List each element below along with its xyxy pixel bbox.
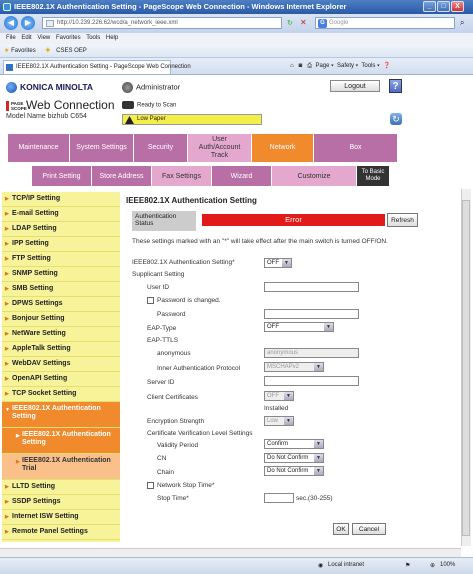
eap-type-value: OFF: [267, 324, 279, 330]
sidebar-subitem-ieee-trial[interactable]: ▶ IEEE802.1X Authentication Trial: [2, 454, 120, 480]
tab-favicon: [6, 64, 13, 71]
url-text: http://10.239.226.62/wcd/a_network_ieee.xml: [57, 20, 178, 26]
minimize-button[interactable]: _: [423, 1, 436, 12]
close-button[interactable]: X: [451, 1, 464, 12]
chevron-down-icon: ▼: [314, 467, 323, 475]
tab-network[interactable]: Network: [252, 134, 314, 162]
note-text: These settings marked with an "*" will take effect after the main switch is turned OFF/ON.: [132, 238, 388, 245]
stop-time-range: sec.(30-255): [296, 495, 333, 502]
window-titlebar: [0, 0, 473, 14]
refresh-status-icon[interactable]: ↻: [390, 113, 402, 125]
anonymous-label: anonymous: [157, 350, 191, 357]
chain-value: Do Not Confirm: [267, 468, 309, 474]
sidebar-item-internet-isw[interactable]: ▶ Internet ISW Setting: [2, 510, 120, 525]
validity-period-label: Validity Period: [157, 442, 199, 449]
zoom-icon[interactable]: ⊕: [430, 563, 436, 569]
chain-label: Chain: [157, 469, 174, 476]
warning-text: Low Paper: [137, 116, 166, 122]
supplicant-heading: Supplicant Setting: [132, 271, 185, 278]
sidebar-item-lltd[interactable]: ▶ LLTD Setting: [2, 480, 120, 495]
sidebar-item-ssdp[interactable]: ▶ SSDP Settings: [2, 495, 120, 510]
chain-select[interactable]: [264, 466, 324, 476]
app-name: Web Connection: [26, 98, 115, 112]
print-icon[interactable]: ⎙: [307, 63, 313, 69]
page-title: IEEE802.1X Authentication Setting: [126, 196, 257, 205]
menu-file[interactable]: File: [6, 35, 16, 41]
window-title: IEEE802.1X Authentication Setting - PageScope Web Connection - Windows Internet Explorer: [14, 2, 347, 11]
browser-tab-bar: [0, 58, 473, 75]
zone-text: Local intranet: [328, 562, 365, 568]
tab-print-setting[interactable]: Print Setting: [32, 166, 92, 186]
vertical-scroll-thumb[interactable]: [462, 200, 470, 536]
maximize-button[interactable]: □: [437, 1, 450, 12]
tools-menu[interactable]: Tools: [361, 63, 376, 69]
inner-auth-label: Inner Authentication Protocol: [157, 365, 241, 372]
sidebar-item-smb[interactable]: ▶ SMB Setting: [2, 282, 120, 297]
network-stop-label: Network Stop Time*: [157, 482, 215, 489]
user-icon: [122, 82, 133, 93]
menu-edit[interactable]: Edit: [21, 35, 32, 41]
cn-select[interactable]: [264, 453, 324, 463]
to-basic-mode-label: To Basic Mode: [361, 169, 385, 182]
status-bar: [0, 557, 473, 574]
to-basic-mode-button[interactable]: [357, 166, 389, 186]
favorites-button[interactable]: Favorites: [11, 48, 36, 54]
server-id-label: Server ID: [147, 379, 175, 386]
network-stop-checkbox[interactable]: [147, 482, 154, 489]
sidebar-item-snmp[interactable]: ▶ SNMP Setting: [2, 267, 120, 282]
favorites-bar: [0, 44, 473, 58]
ieee-setting-select[interactable]: [264, 258, 292, 268]
favorites-link[interactable]: CSES OEP: [56, 48, 87, 54]
device-status: [122, 101, 176, 109]
sidebar-item-email[interactable]: ▶ E-mail Setting: [2, 207, 120, 222]
main-tabs: [8, 134, 398, 162]
encryption-strength-select[interactable]: [264, 416, 294, 426]
server-id-input[interactable]: [264, 376, 359, 386]
sidebar-item-remote-panel[interactable]: ▶ Remote Panel Settings: [2, 525, 120, 540]
user-name: Administrator: [136, 82, 181, 92]
eap-type-label: EAP-Type: [147, 325, 177, 332]
stop-time-label: Stop Time*: [157, 495, 189, 502]
cn-label: CN: [157, 455, 167, 462]
browser-tab[interactable]: [3, 60, 191, 74]
sidebar-item-appletalk[interactable]: ▶ AppleTalk Setting: [2, 342, 120, 357]
home-icon[interactable]: ⌂: [290, 63, 294, 69]
sidebar-subitem-ieee-setting[interactable]: ▶ IEEE802.1X Authentication Setting: [2, 428, 120, 454]
client-cert-value: OFF: [267, 393, 279, 399]
feeds-icon[interactable]: ◙: [298, 63, 303, 69]
client-cert-label: Client Certificates: [147, 394, 198, 401]
sidebar-item-bonjour[interactable]: ▶ Bonjour Setting: [2, 312, 120, 327]
ie-icon: [3, 3, 11, 11]
intranet-icon: ◉: [318, 563, 324, 569]
tab-maintenance[interactable]: Maintenance: [8, 134, 70, 162]
chevron-down-icon: ▼: [314, 440, 323, 448]
page-menu[interactable]: Page: [315, 63, 330, 69]
zoom-level[interactable]: 100%: [440, 562, 456, 568]
star-icon: ★: [4, 48, 10, 54]
menu-favorites[interactable]: Favorites: [55, 35, 81, 41]
stop-icon[interactable]: ✕: [300, 18, 307, 27]
tab-wizard[interactable]: Wizard: [212, 166, 272, 186]
search-icon[interactable]: ⌕: [460, 18, 465, 27]
chevron-down-icon: ▼: [284, 417, 293, 425]
chevron-down-icon: ▼: [282, 259, 291, 267]
menu-help[interactable]: Help: [105, 35, 119, 41]
sidebar-item-webdav[interactable]: ▶ WebDAV Settings: [2, 357, 120, 372]
sidebar-item-ipp[interactable]: ▶ IPP Setting: [2, 237, 120, 252]
status-text: Ready to Scan: [137, 102, 177, 109]
auth-status-badge: Error: [202, 214, 385, 226]
validity-period-select[interactable]: [264, 439, 324, 449]
user-info: [122, 82, 180, 93]
sidebar-item-dpws[interactable]: ▶ DPWS Settings: [2, 297, 120, 312]
google-icon: G: [318, 19, 327, 28]
sidebar-item-ieee8021x[interactable]: ▼ IEEE802.1X Authentication Setting: [2, 402, 120, 428]
password-changed-label: Password is changed.: [157, 297, 221, 304]
warning-icon: [125, 116, 134, 124]
ieee-setting-value: OFF: [267, 260, 279, 266]
help-icon[interactable]: ❓: [382, 63, 391, 69]
command-bar: ⌂ ◙ ⎙ Page ▾ Safety ▾ Tools ▾ ❓: [290, 63, 391, 69]
cert-verification-heading: Certificate Verification Level Settings: [147, 430, 253, 437]
help-button[interactable]: ?: [389, 79, 402, 93]
tab-store-address[interactable]: Store Address: [92, 166, 152, 186]
horizontal-scrollbar[interactable]: [0, 548, 461, 557]
menu-tools[interactable]: Tools: [86, 35, 101, 41]
installed-text: Installed: [264, 405, 289, 412]
encryption-strength-value: Low: [267, 418, 279, 424]
sidebar-item-ftp[interactable]: ▶ FTP Setting: [2, 252, 120, 267]
password-input[interactable]: [264, 309, 359, 319]
warning-banner[interactable]: [122, 114, 262, 125]
search-input[interactable]: [315, 17, 455, 29]
back-icon[interactable]: ◀: [4, 16, 18, 30]
anonymous-input[interactable]: anonymous: [264, 348, 359, 358]
forward-icon[interactable]: ▶: [21, 16, 35, 30]
url-input[interactable]: [42, 17, 282, 29]
model-name: Model Name bizhub C654: [6, 113, 87, 120]
sidebar-item-tcpip[interactable]: ▶ TCP/IP Setting: [2, 192, 120, 207]
add-favorite-icon[interactable]: ✚: [45, 48, 51, 54]
user-id-label: User ID: [147, 284, 170, 291]
sidebar-item-tcp-socket[interactable]: ▶ TCP Socket Setting: [2, 387, 120, 402]
brand-text: KONICA MINOLTA: [20, 82, 94, 92]
address-bar: [0, 14, 473, 33]
validity-period-value: Confirm: [267, 441, 289, 447]
ieee-setting-label: IEEE802.1X Authentication Setting*: [132, 259, 235, 266]
password-label: Password: [157, 311, 186, 318]
inner-auth-select[interactable]: [264, 362, 324, 372]
search-placeholder: Google: [329, 20, 349, 26]
safety-menu[interactable]: Safety: [336, 63, 354, 69]
cancel-button[interactable]: Cancel: [352, 523, 386, 535]
user-id-input[interactable]: [264, 282, 359, 292]
chevron-down-icon: ▼: [284, 392, 293, 400]
chevron-down-icon: ▼: [324, 323, 333, 331]
auth-status-label: Authentication Status: [132, 211, 196, 231]
refresh-button[interactable]: Refresh: [387, 213, 418, 227]
sidebar: [2, 192, 120, 542]
refresh-icon[interactable]: ↻: [287, 20, 293, 27]
tab-system-settings[interactable]: System Settings: [70, 134, 134, 162]
tab-fax-settings[interactable]: Fax Settings: [152, 166, 212, 186]
page-icon: [46, 20, 54, 27]
eap-type-select[interactable]: [264, 322, 334, 332]
chevron-down-icon: ▼: [314, 454, 323, 462]
tab-box[interactable]: Box: [314, 134, 398, 162]
menu-bar: [0, 33, 473, 44]
eap-ttls-heading: EAP-TTLS: [147, 337, 179, 344]
stop-time-input[interactable]: [264, 493, 294, 503]
tab-title: IEEE802.1X Authentication Setting - PageScope Web Connection: [16, 64, 191, 70]
pagescope-logo: [6, 98, 115, 112]
logout-button[interactable]: Logout: [330, 80, 380, 92]
globe-icon: [6, 82, 17, 93]
cn-value: Do Not Confirm: [267, 455, 309, 461]
printer-icon: [122, 101, 134, 109]
protected-mode-icon[interactable]: ⚑: [405, 563, 411, 569]
tab-user-auth[interactable]: User Auth/Account Track: [188, 134, 252, 162]
password-changed-checkbox[interactable]: [147, 297, 154, 304]
sidebar-item-netware[interactable]: ▶ NetWare Setting: [2, 327, 120, 342]
sub-tabs: [32, 166, 389, 186]
pagescope-mark: PAGE SCOPE: [6, 101, 24, 111]
inner-auth-value: MSCHAPv2: [267, 364, 300, 370]
chevron-down-icon: ▼: [314, 363, 323, 371]
sidebar-item-openapi[interactable]: ▶ OpenAPI Setting: [2, 372, 120, 387]
menu-view[interactable]: View: [37, 35, 51, 41]
tab-security[interactable]: Security: [134, 134, 188, 162]
ok-button[interactable]: OK: [333, 523, 349, 535]
sidebar-item-ldap[interactable]: ▶ LDAP Setting: [2, 222, 120, 237]
tab-customize[interactable]: Customize: [272, 166, 357, 186]
konica-logo: [6, 82, 93, 93]
client-cert-select[interactable]: [264, 391, 294, 401]
encryption-strength-label: Encryption Strength: [147, 418, 205, 425]
